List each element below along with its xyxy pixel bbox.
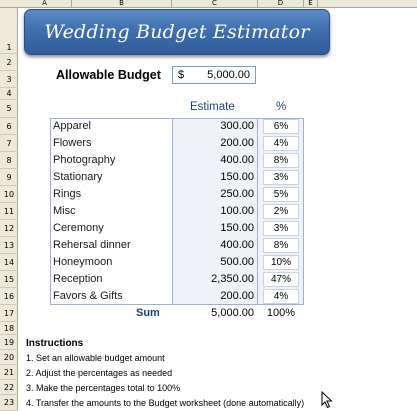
estimate-cell[interactable]: 500.00 xyxy=(220,256,254,268)
row-header-6[interactable]: 6 xyxy=(0,118,18,135)
percent-value: 10% xyxy=(263,255,299,270)
row-header-4[interactable]: 4 xyxy=(0,88,18,100)
sum-label: Sum xyxy=(136,307,160,319)
percent-cell[interactable] xyxy=(258,237,304,254)
category-cell[interactable]: Reception xyxy=(53,273,103,285)
category-cell[interactable]: Honeymoon xyxy=(53,256,113,268)
row-header-1[interactable]: 1 xyxy=(0,8,18,54)
row-header-19[interactable]: 19 xyxy=(0,335,18,350)
estimate-cell[interactable]: 200.00 xyxy=(220,290,254,302)
percent-value: 5% xyxy=(263,187,299,202)
estimate-header: Estimate xyxy=(190,101,235,113)
budget-value: 5,000.00 xyxy=(207,69,250,81)
category-cell[interactable]: Photography xyxy=(53,154,116,166)
mouse-pointer-icon xyxy=(321,391,333,409)
row-header-22[interactable]: 22 xyxy=(0,380,18,395)
percent-value: 3% xyxy=(263,170,299,185)
category-cell[interactable]: Ceremony xyxy=(53,222,104,234)
category-cell[interactable]: Stationary xyxy=(53,171,103,183)
row-header-13[interactable]: 13 xyxy=(0,237,18,254)
row-header-15[interactable]: 15 xyxy=(0,271,18,288)
instructions-title: Instructions xyxy=(26,338,84,349)
row-header-14[interactable]: 14 xyxy=(0,254,18,271)
row-header-16[interactable]: 16 xyxy=(0,288,18,305)
percent-value: 8% xyxy=(263,153,299,168)
percent-value: 6% xyxy=(263,119,299,134)
category-cell[interactable]: Flowers xyxy=(53,137,92,149)
estimate-cell[interactable]: 300.00 xyxy=(220,120,254,132)
instruction-step-4: 4. Transfer the amounts to the Budget worksheet (done automatically) xyxy=(26,398,305,408)
column-header-d[interactable]: D xyxy=(258,0,304,8)
category-cell[interactable]: Apparel xyxy=(53,120,91,132)
instruction-step-3: 3. Make the percentages total to 100% xyxy=(26,383,181,393)
percent-value: 2% xyxy=(263,204,299,219)
column-header-c[interactable]: C xyxy=(172,0,258,8)
percent-value: 47% xyxy=(263,272,299,287)
percent-cell[interactable] xyxy=(258,118,304,135)
row-header-10[interactable]: 10 xyxy=(0,186,18,203)
estimate-cell[interactable]: 250.00 xyxy=(220,188,254,200)
row-header-5[interactable]: 5 xyxy=(0,100,18,118)
row-header-21[interactable]: 21 xyxy=(0,365,18,380)
row-header-18[interactable]: 18 xyxy=(0,322,18,335)
instruction-step-1: 1. Set an allowable budget amount xyxy=(26,353,165,363)
row-header-9[interactable]: 9 xyxy=(0,169,18,186)
column-header-a[interactable]: A xyxy=(18,0,72,8)
sum-estimate[interactable]: 5,000.00 xyxy=(211,307,254,319)
percent-value: 8% xyxy=(263,238,299,253)
percent-cell[interactable] xyxy=(258,203,304,220)
title-banner[interactable] xyxy=(24,9,330,55)
row-header-17[interactable]: 17 xyxy=(0,305,18,322)
instruction-step-2: 2. Adjust the percentages as needed xyxy=(26,368,173,378)
estimate-cell[interactable]: 400.00 xyxy=(220,154,254,166)
category-cell[interactable]: Rehersal dinner xyxy=(53,239,131,251)
row-header-7[interactable]: 7 xyxy=(0,135,18,152)
percent-value: 4% xyxy=(263,136,299,151)
row-header-20[interactable]: 20 xyxy=(0,350,18,365)
category-cell[interactable]: Misc xyxy=(53,205,76,217)
column-header-e[interactable]: E xyxy=(304,0,318,8)
row-header-8[interactable]: 8 xyxy=(0,152,18,169)
allowable-budget-label: Allowable Budget xyxy=(56,68,161,82)
percent-cell[interactable] xyxy=(258,186,304,203)
row-header-strip xyxy=(0,8,18,411)
percent-cell[interactable] xyxy=(258,254,304,271)
estimate-cell[interactable]: 100.00 xyxy=(220,205,254,217)
estimate-cell[interactable]: 150.00 xyxy=(220,171,254,183)
row-header-2[interactable]: 2 xyxy=(0,54,18,71)
percent-value: 4% xyxy=(263,289,299,304)
category-cell[interactable]: Favors & Gifts xyxy=(53,290,123,302)
percent-cell[interactable] xyxy=(258,220,304,237)
estimate-cell[interactable]: 200.00 xyxy=(220,137,254,149)
row-header-11[interactable]: 11 xyxy=(0,203,18,220)
row-header-3[interactable]: 3 xyxy=(0,71,18,88)
percent-cell[interactable] xyxy=(258,288,304,305)
budget-currency-symbol: $ xyxy=(178,69,185,81)
percent-cell[interactable] xyxy=(258,135,304,152)
column-header-b[interactable]: B xyxy=(72,0,172,8)
estimate-cell[interactable]: 400.00 xyxy=(220,239,254,251)
percent-cell[interactable] xyxy=(258,169,304,186)
banner-title: Wedding Budget Estimator xyxy=(44,21,310,43)
percent-value: 3% xyxy=(263,221,299,236)
percent-cell[interactable] xyxy=(258,152,304,169)
percent-cell[interactable] xyxy=(258,271,304,288)
row-header-12[interactable]: 12 xyxy=(0,220,18,237)
percent-header: % xyxy=(276,101,287,113)
column-header-strip xyxy=(0,0,417,8)
row-header-23[interactable]: 23 xyxy=(0,395,18,411)
estimate-cell[interactable]: 150.00 xyxy=(220,222,254,234)
allowable-budget-cell[interactable] xyxy=(172,66,256,84)
estimate-cell[interactable]: 2,350.00 xyxy=(211,273,254,285)
category-cell[interactable]: Rings xyxy=(53,188,82,200)
sum-percent[interactable]: 100% xyxy=(266,307,296,319)
